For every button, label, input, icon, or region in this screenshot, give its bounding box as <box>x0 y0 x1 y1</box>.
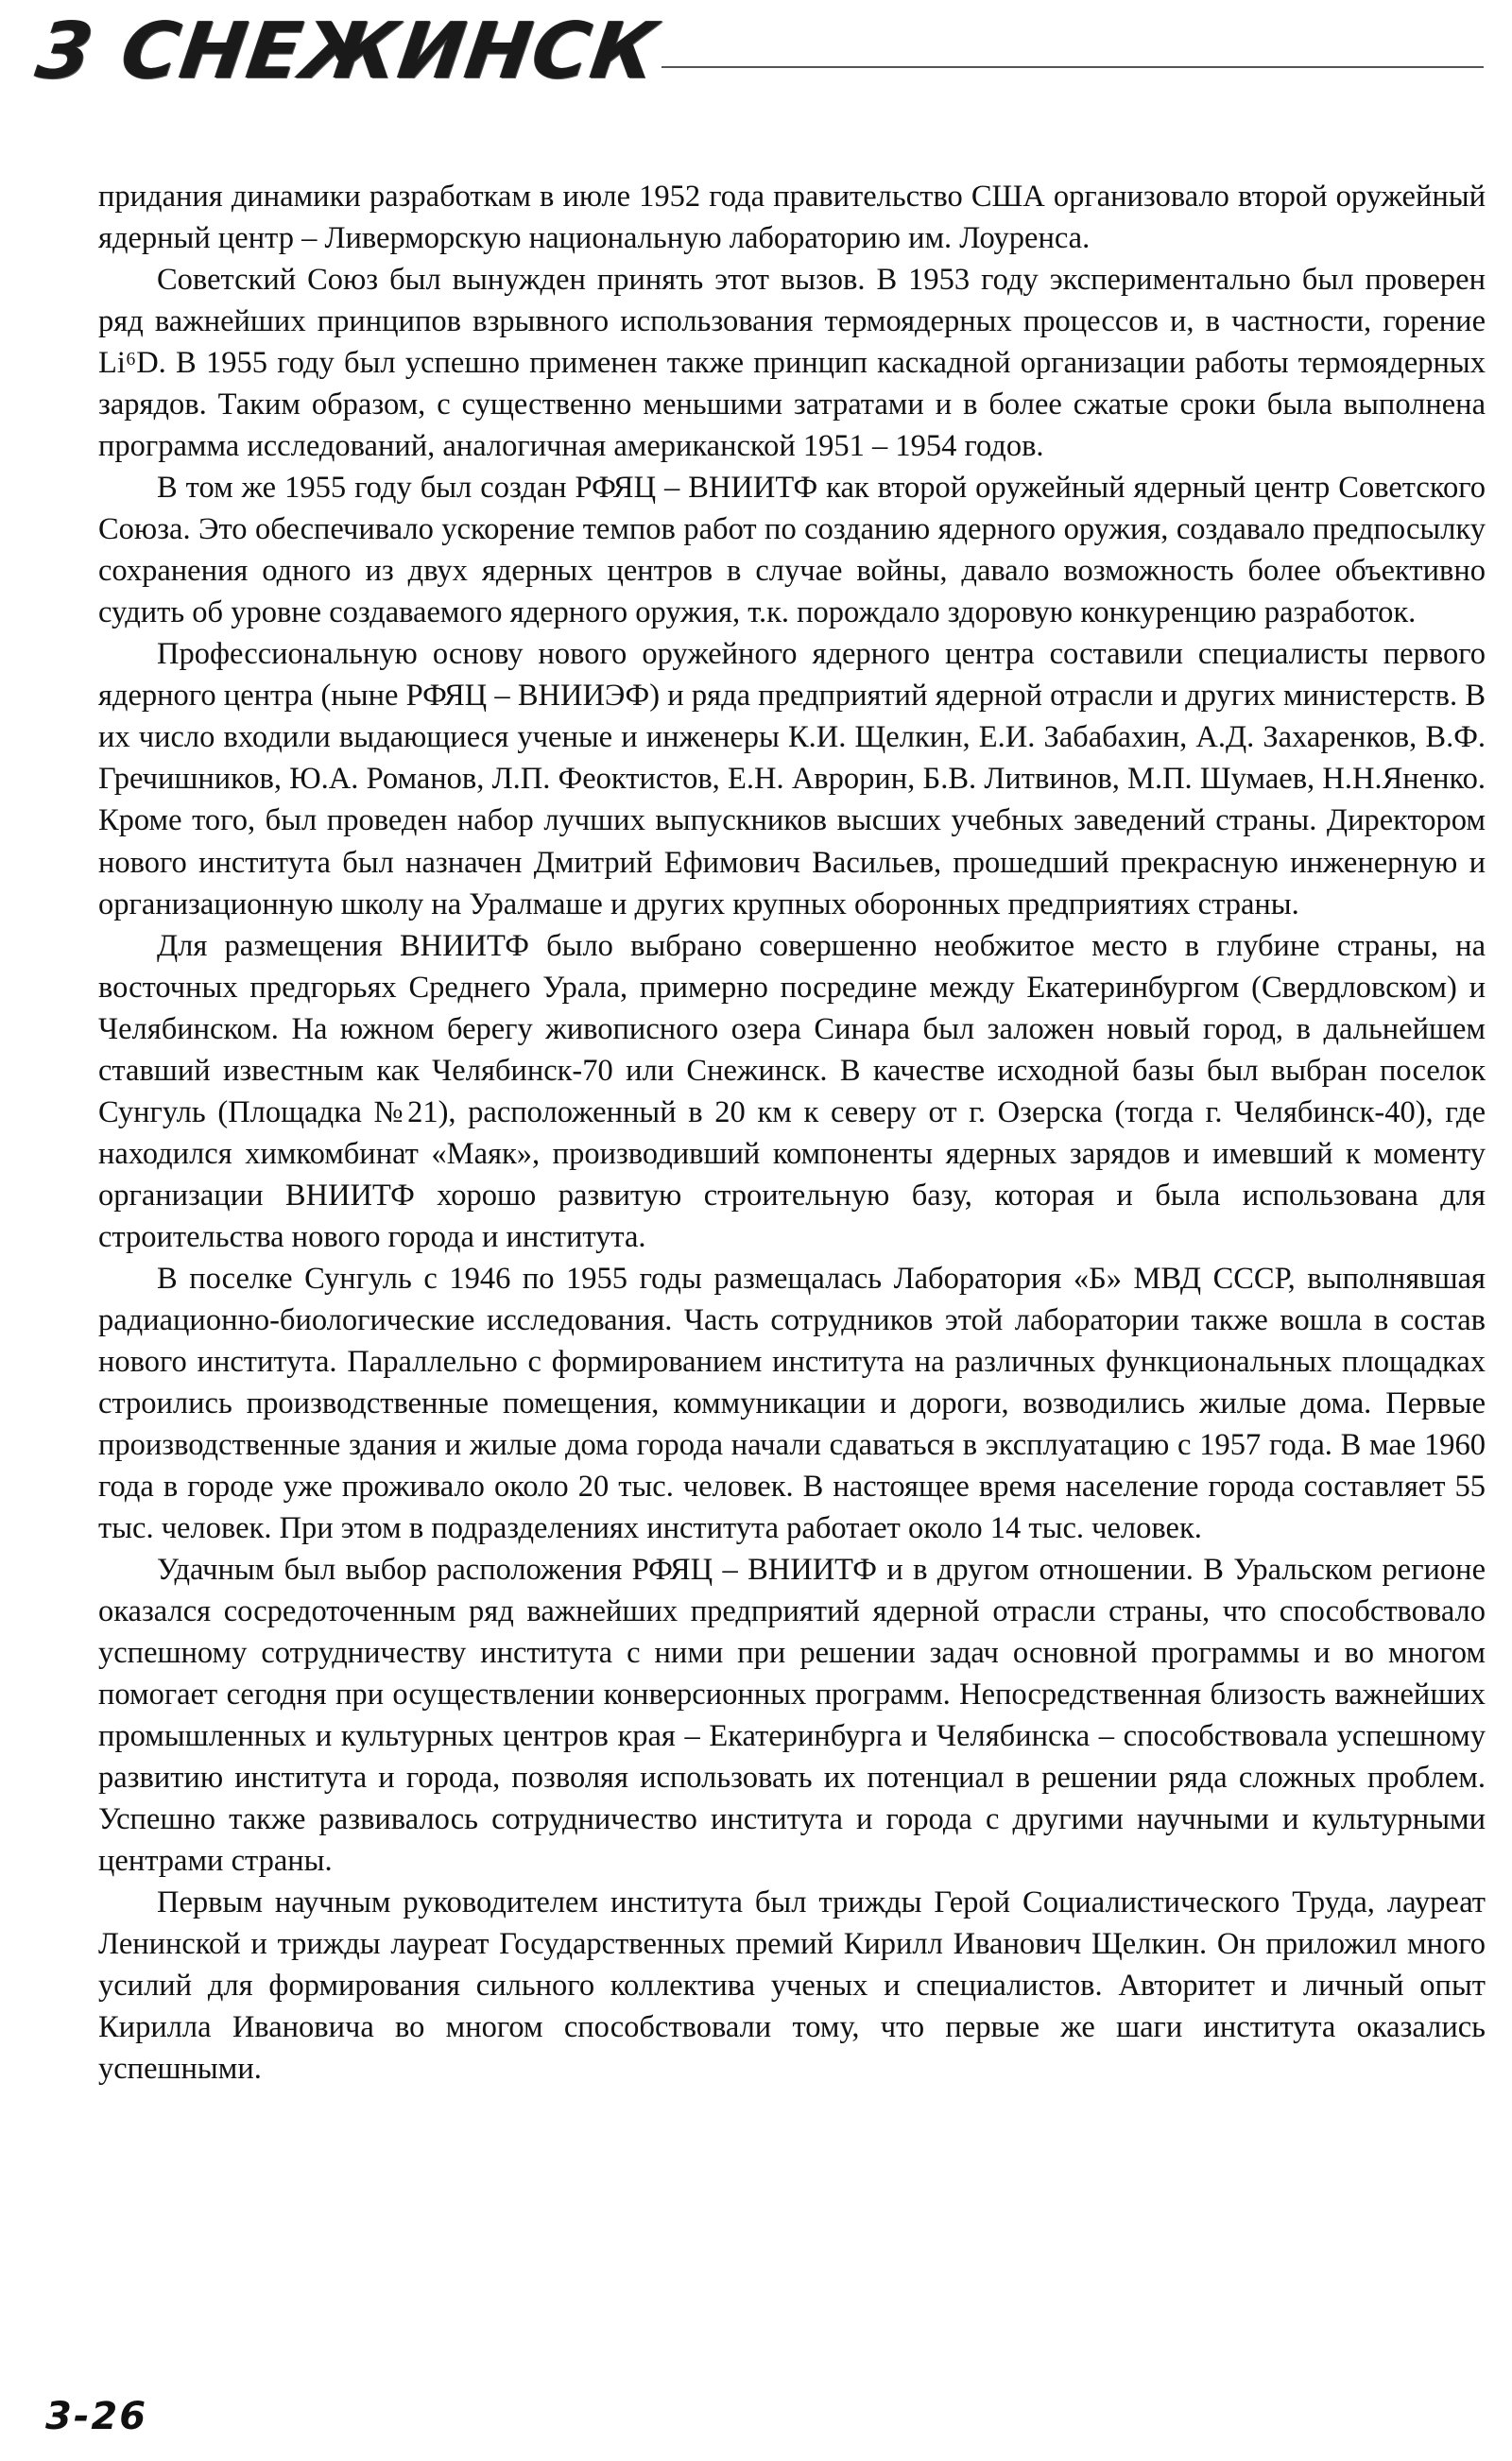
paragraph: Для размещения ВНИИТФ было выбрано совершенно необжитое место в глубине страны, на восточных предгорьях Среднего Урала, примерно посредине между Екатеринбургом (Свердловском) и Челябинском. На южном берегу живописного озера Синара был заложен новый город, в дальнейшем ставший известным как Челябинск-70 или Снежинск. В качестве исходной базы был выбран поселок Сунгуль (Площадка №21), расположенный в 20 км к северу от г. Озерска (тогда г. Челябинск-40), где находился химкомбинат «Маяк», производивший компоненты ядерных зарядов и имевший к моменту организации ВНИИТФ хорошо развитую строительную базу, которая и была использована для строительства нового города и института. <box>98 928 1486 1254</box>
page-number: 3-26 <box>45 2395 148 2438</box>
page-header <box>0 0 1512 142</box>
paragraph: В том же 1955 году был создан РФЯЦ – ВНИИТФ как второй оружейный ядерный центр Советского Союза. Это обеспечивало ускорение темпов работ по созданию ядерного оружия, создавало предпосылку сохранения одного из двух ядерных центров в случае войны, давало возможность более объективно судить об уровне создаваемого ядерного оружия, т.к. порождало здоровую конкуренцию разработок. <box>98 471 1486 630</box>
paragraph-continuation: придания динамики разработкам в июле 1952 года правительство США организовало второй оружейный ядерный центр – Ливерморскую национальную лабораторию им. Лоуренса. <box>98 180 1486 256</box>
chapter-title: 3 СНЕЖИНСК <box>31 7 664 96</box>
paragraph: Профессиональную основу нового оружейного ядерного центра составили специалисты первого ядерного центра (ныне РФЯЦ – ВНИИЭФ) и ряда предприятий ядерной отрасли и других министерств. В их число входили выдающиеся ученые и инженеры К.И. Щелкин, Е.И. Забабахин, А.Д. Захаренков, В.Ф. Гречишников, Ю.А. Романов, Л.П. Феоктистов, Е.Н. Аврорин, Б.В. Литвинов, М.П. Шумаев, Н.Н.Яненко. Кроме того, был проведен набор лучших выпускников высших учебных заведений страны. Директором нового института был назначен Дмитрий Ефимович Васильев, прошедший прекрасную инженерную и организационную школу на Уралмаше и других крупных оборонных предприятиях страны. <box>98 637 1486 921</box>
header-rule <box>662 66 1484 68</box>
paragraph: В поселке Сунгуль с 1946 по 1955 годы размещалась Лаборатория «Б» МВД СССР, выполнявшая радиационно-биологические исследования. Часть сотрудников этой лаборатории также вошла в состав нового института. Параллельно с формированием института на различных функциональных площадках строились производственные помещения, коммуникации и дороги, возводились жилые дома. Первые производственные здания и жилые дома города начали сдаваться в эксплуатацию с 1957 года. В мае 1960 года в городе уже проживало около 20 тыс. человек. В настоящее время население города составляет 55 тыс. человек. При этом в подразделениях института работает около 14 тыс. человек. <box>98 1261 1486 1545</box>
paragraph: Советский Союз был вынужден принять этот вызов. В 1953 году экспериментально был проверен ряд важнейших принципов взрывного использования термоядерных процессов и, в частности, горение Li⁶D. В 1955 году был успешно применен также принцип каскадной организации работы термоядерных зарядов. Таким образом, с существенно меньшими затратами и в более сжатые сроки была выполнена программа исследований, аналогичная американской 1951 – 1954 годов. <box>98 263 1486 464</box>
paragraph: Удачным был выбор расположения РФЯЦ – ВНИИТФ и в другом отношении. В Уральском регионе оказался сосредоточенным ряд важнейших предприятий ядерной отрасли страны, что способствовало успешному сотрудничеству института с ними при решении задач основной программы и во многом помогает сегодня при осуществлении конверсионных программ. Непосредственная близость важнейших промышленных и культурных центров края – Екатеринбурга и Челябинска – способствовала успешному развитию института и города, позволяя использовать их потенциал в решении ряда сложных проблем. Успешно также развивалось сотрудничество института и города с другими научными и культурными центрами страны. <box>98 1553 1486 1879</box>
paragraph: Первым научным руководителем института был трижды Герой Социалистического Труда, лауреат Ленинской и трижды лауреат Государственных премий Кирилл Иванович Щелкин. Он приложил много усилий для формирования сильного коллектива ученых и специалистов. Авторитет и личный опыт Кирилла Ивановича во многом способствовали тому, что первые же шаги института оказались успешными. <box>98 1885 1486 2087</box>
article-body <box>98 176 1486 2090</box>
